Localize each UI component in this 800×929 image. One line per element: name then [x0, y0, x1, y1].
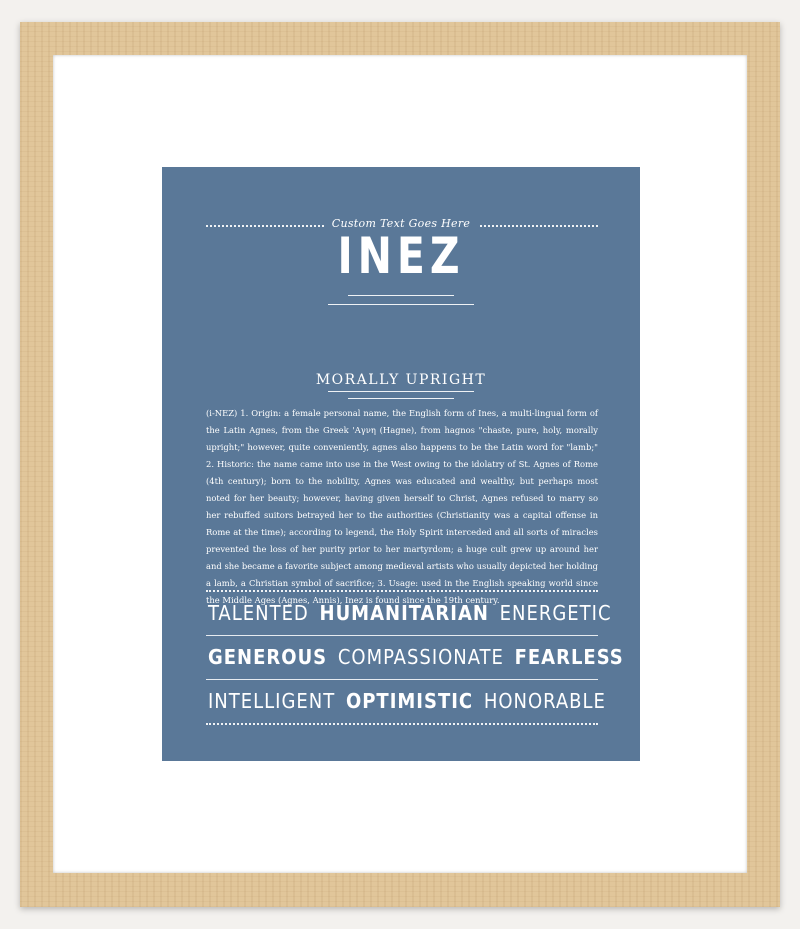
trait-word: GENEROUS: [208, 645, 328, 669]
trait-row-3: [206, 689, 606, 713]
trait-word: COMPASSIONATE: [337, 645, 504, 669]
trait-separator-2: [206, 679, 598, 680]
trait-word: HONORABLE: [483, 689, 606, 713]
dotted-rule-traits-bottom: [206, 723, 598, 725]
custom-text: Custom Text Goes Here: [331, 217, 471, 230]
trait-word: HUMANITARIAN: [319, 601, 489, 625]
trait-word: TALENTED: [208, 601, 309, 625]
trait-separator-1: [206, 635, 598, 636]
trait-word: FEARLESS: [514, 645, 624, 669]
meaning-underline-2: [348, 398, 454, 399]
mat-board: [53, 55, 747, 873]
name-underline-2: [328, 304, 474, 305]
trait-row-1: [206, 601, 612, 625]
name-print: [162, 167, 640, 761]
name-underline-1: [348, 295, 454, 296]
trait-word: ENERGETIC: [499, 601, 612, 625]
name-title: INEZ: [337, 227, 465, 285]
dotted-rule-traits-top: [206, 590, 598, 592]
trait-word: INTELLIGENT: [208, 689, 336, 713]
name-meaning: MORALLY UPRIGHT: [315, 372, 487, 388]
name-definition: (i-NEZ) 1. Origin: a female personal name, the English form of Ines, a multi-lingual form of the Latin Agnes, from the Greek 'Αγνη (Hagne), from hagnos "chaste, pure, holy, morally upright;" however, quite conveniently, agnes also happens to be the Latin word for "lamb;" 2. Historic: the name came into use in the West owing to the idolatry of St. Agnes of Rome (4th century); born to the nobility, Agnes was educated and wealthy, but perhaps most noted for her beauty; however, having given herself to Christ, Agnes refused to marry so her rebuffed suitors betrayed her to the authorities (Christianity was a capital offense in Rome at the time); according to legend, the Holy Spirit interceded and all sorts of miracles prevented the loss of her purity prior to her martyrdom; a huge cult grew up around her and she became a favorite subject among medieval artists who usually depicted her holding a lamb, a Christian symbol of sacrifice; 3. Usage: used in the English speaking world since the Middle Ages (Agnes, Annis), Inez is found since the 19th century.: [206, 408, 598, 605]
trait-row-2: [206, 645, 624, 669]
picture-frame: [20, 22, 780, 907]
meaning-underline-1: [328, 391, 474, 392]
trait-word: OPTIMISTIC: [345, 689, 474, 713]
